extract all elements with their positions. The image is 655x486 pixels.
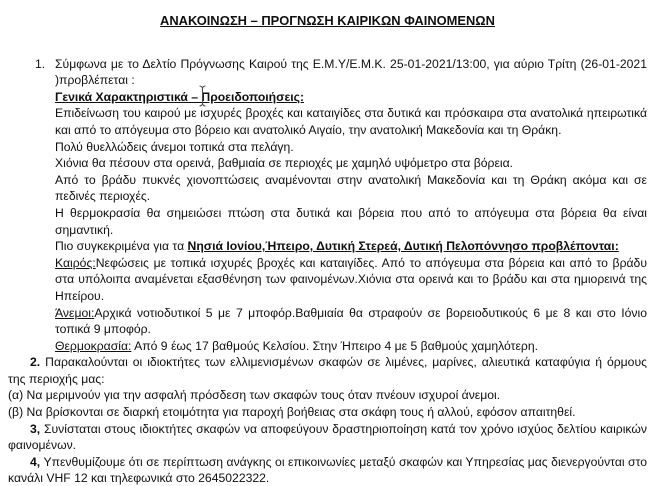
list-item-4-text: Υπενθυμίζουμε ότι σε περίπτωση ανάγκης οι επικοινωνίες μεταξύ σκαφών και Υπηρεσίας μας διενεργούνται στο κανάλι VHF 12 και τηλεφωνικά στο 2645022322. xyxy=(8,454,648,486)
list-item-1-number: 1. xyxy=(35,56,46,71)
paragraph-snowfall: Από το βράδυ πυκνές χιονοπτώσεις αναμένονται στην ανατολική Μακεδονία και τη Θράκη ακόμα και σε πεδινές περιοχές. xyxy=(55,172,647,204)
list-item-2-number: 2. xyxy=(30,355,41,370)
paragraph-snow: Χιόνια θα πέσουν στα ορεινά, βαθμιαία σε περιοχές με χαμηλό υψόμετρο στα βόρεια. xyxy=(55,156,514,171)
list-item-3 xyxy=(8,421,647,454)
intro-paragraph: Σύμφωνα με το Δελτίο Πρόγνωσης Καιρού της Ε.Μ.Υ/Ε.Μ.Κ. 25-01-2021/13:00, για αύριο Τρίτη (26-01-2021 )προβλέπεται : xyxy=(55,56,647,88)
list-item-1-body xyxy=(55,56,647,355)
paragraph-winds xyxy=(55,305,647,338)
title-row xyxy=(8,13,647,30)
list-item-4-number: 4, xyxy=(30,454,41,469)
list-item-2-text: Παρακαλούνται οι ιδιοκτήτες των ελλιμενισμένων σκαφών σε λιμένες, μαρίνες, αλιευτικά καταφύγια ή όρμους της περιοχής μας: xyxy=(8,355,647,386)
paragraph-specific-forecast xyxy=(55,238,647,255)
sub-item-b: (β) Να βρίσκονται σε διαρκή ετοιμότητα για παροχή βοήθειας στα σκάφη τους ή αλλού, εφόσον απαιτηθεί. xyxy=(8,405,576,420)
temperature-text: Από 9 έως 17 βαθμούς Κελσίου. Στην Ήπειρο 4 με 5 βαθμούς χαμηλότερη. xyxy=(131,338,538,353)
list-item-3-number: 3, xyxy=(30,421,41,436)
specific-forecast-lead: Πιο συγκεκριμένα για τα xyxy=(55,239,188,254)
general-characteristics-heading-row xyxy=(55,89,647,106)
paragraph-temperature-drop: Η θερμοκρασία θα σημειώσει πτώση στα δυτικά και βόρεια που από το απόγευμα στα βόρεια θα είναι σημαντική. xyxy=(55,205,647,237)
list-item-3-text: Συνίσταται στους ιδιοκτήτες σκαφών να αποφεύγουν δραστηριοποίηση κατά τον χρόνο ισχύος δελτίου καιρικών φαινομένων. xyxy=(8,421,647,453)
list-item-2 xyxy=(8,354,647,387)
paragraph-gale-winds: Πολύ θυελλώδεις άνεμοι τοπικά στα πελάγη. xyxy=(55,139,294,154)
general-characteristics-heading: Γενικά Χαρακτηριστικά – Προειδοποιήσεις: xyxy=(55,89,305,104)
document-title: ΑΝΑΚΟΙΝΩΣΗ – ΠΡΟΓΝΩΣΗ ΚΑΙΡΙΚΩΝ ΦΑΙΝΟΜΕΝΩΝ xyxy=(160,13,495,28)
list-item-1 xyxy=(35,56,647,355)
winds-label: Άνεμοι: xyxy=(55,305,95,320)
sub-item-a: (α) Να μεριμνούν για την ασφαλή πρόσδεση των σκαφών τους όταν πνέουν ισχυροί άνεμοι. xyxy=(8,388,501,403)
paragraph-weather xyxy=(55,255,647,305)
weather-label: Καιρός: xyxy=(55,255,96,270)
weather-text: Νεφώσεις με τοπικά ισχυρές βροχές και καταιγίδες. Από το απόγευμα στα βόρεια και από το βράδυ στα υπόλοιπα αναμένεται εξασθένηση των φαινομένων.Χιόνια στα ορεινά και το βράδυ και στα ημιορεινά της Ηπείρου. xyxy=(55,255,647,303)
paragraph-temperature xyxy=(55,338,647,355)
list-item-4 xyxy=(8,454,647,486)
regions-heading: Νησιά Ιονίου,Ήπειρο, Δυτική Στερεά, Δυτική Πελοπόννησο προβλέπονται: xyxy=(187,239,619,254)
temperature-label: Θερμοκρασία: xyxy=(55,338,132,353)
paragraph-weather-deterioration: Επιδείνωση του καιρού με ισχυρές βροχές και καταιγίδες στα δυτικά και πρόσκαιρα στα ανατολικά ηπειρωτικά και από το απόγευμα στο βόρειο και ανατολικό Αιγαίο, την ανατολική Μακεδονία και τη Θράκη. xyxy=(55,106,647,137)
winds-text: Αρχικά νοτιοδυτικοί 5 με 7 μποφόρ.Βαθμιαία θα στραφούν σε βορειοδυτικούς 6 με 8 και στο Ιόνιο τοπικά 9 μποφόρ. xyxy=(55,305,647,337)
